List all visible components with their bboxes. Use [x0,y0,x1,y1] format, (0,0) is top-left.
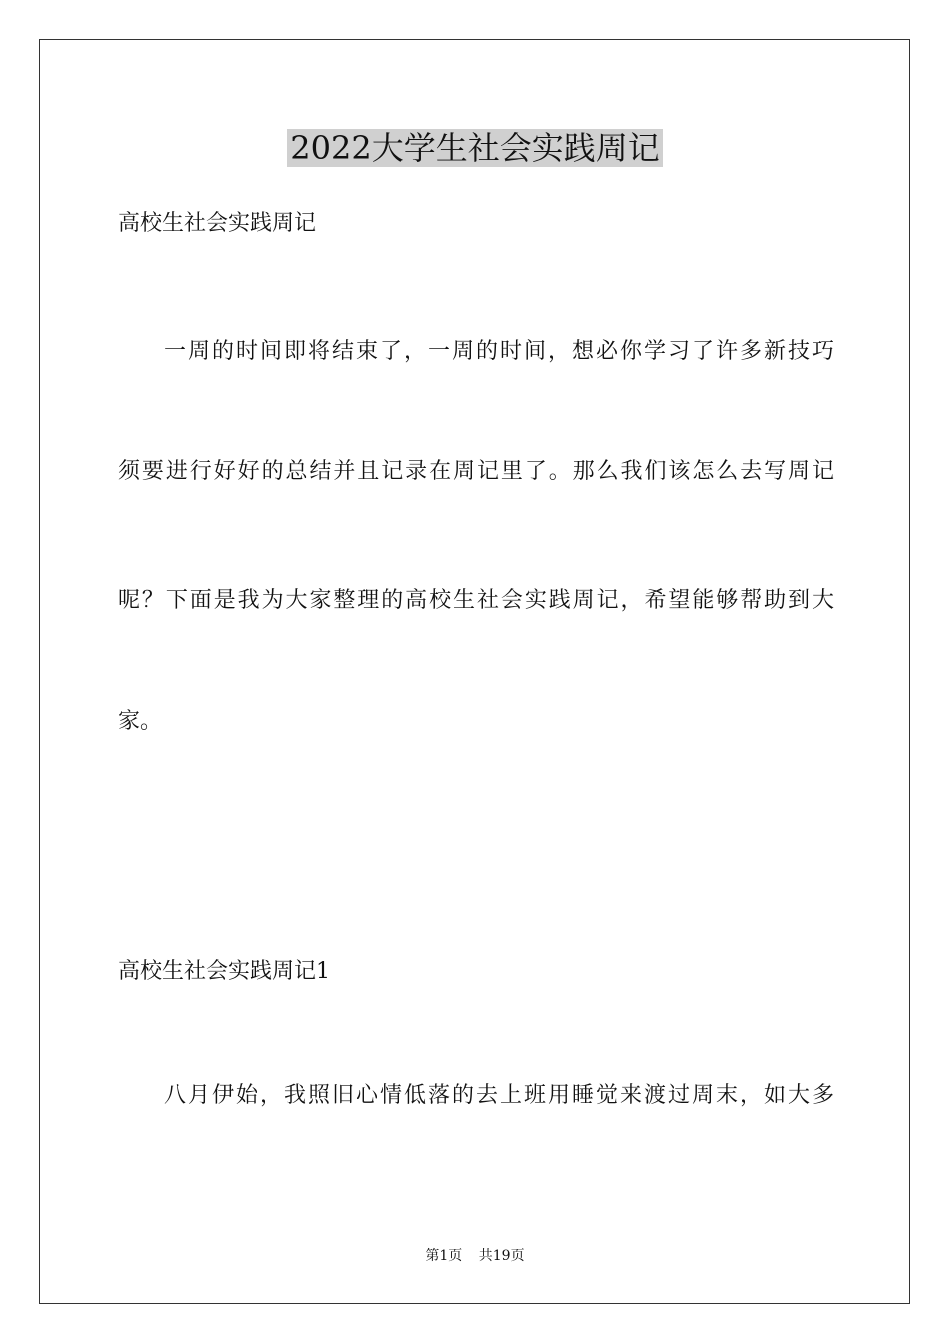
document-title [0,128,950,168]
section-heading-intro: 高校生社会实践周记 [118,211,317,236]
paragraph-line: 八月伊始，我照旧心情低落的去上班用睡觉来渡过周末，如大多 [164,1083,834,1108]
document-title-text: 2022大学生社会实践周记 [287,129,662,167]
section-heading-1: 高校生社会实践周记1 [118,959,330,984]
page-number-total: 共19页 [478,1248,525,1264]
page-number-current: 第1页 [425,1248,463,1264]
page-footer [0,1246,950,1266]
paragraph-line: 一周的时间即将结束了，一周的时间，想必你学习了许多新技巧 [164,339,834,364]
paragraph-line: 呢？下面是我为大家整理的高校生社会实践周记，希望能够帮助到大 [118,588,834,613]
paragraph-line: 家。 [118,709,163,734]
paragraph-line: 须要进行好好的总结并且记录在周记里了。那么我们该怎么去写周记 [118,459,834,484]
